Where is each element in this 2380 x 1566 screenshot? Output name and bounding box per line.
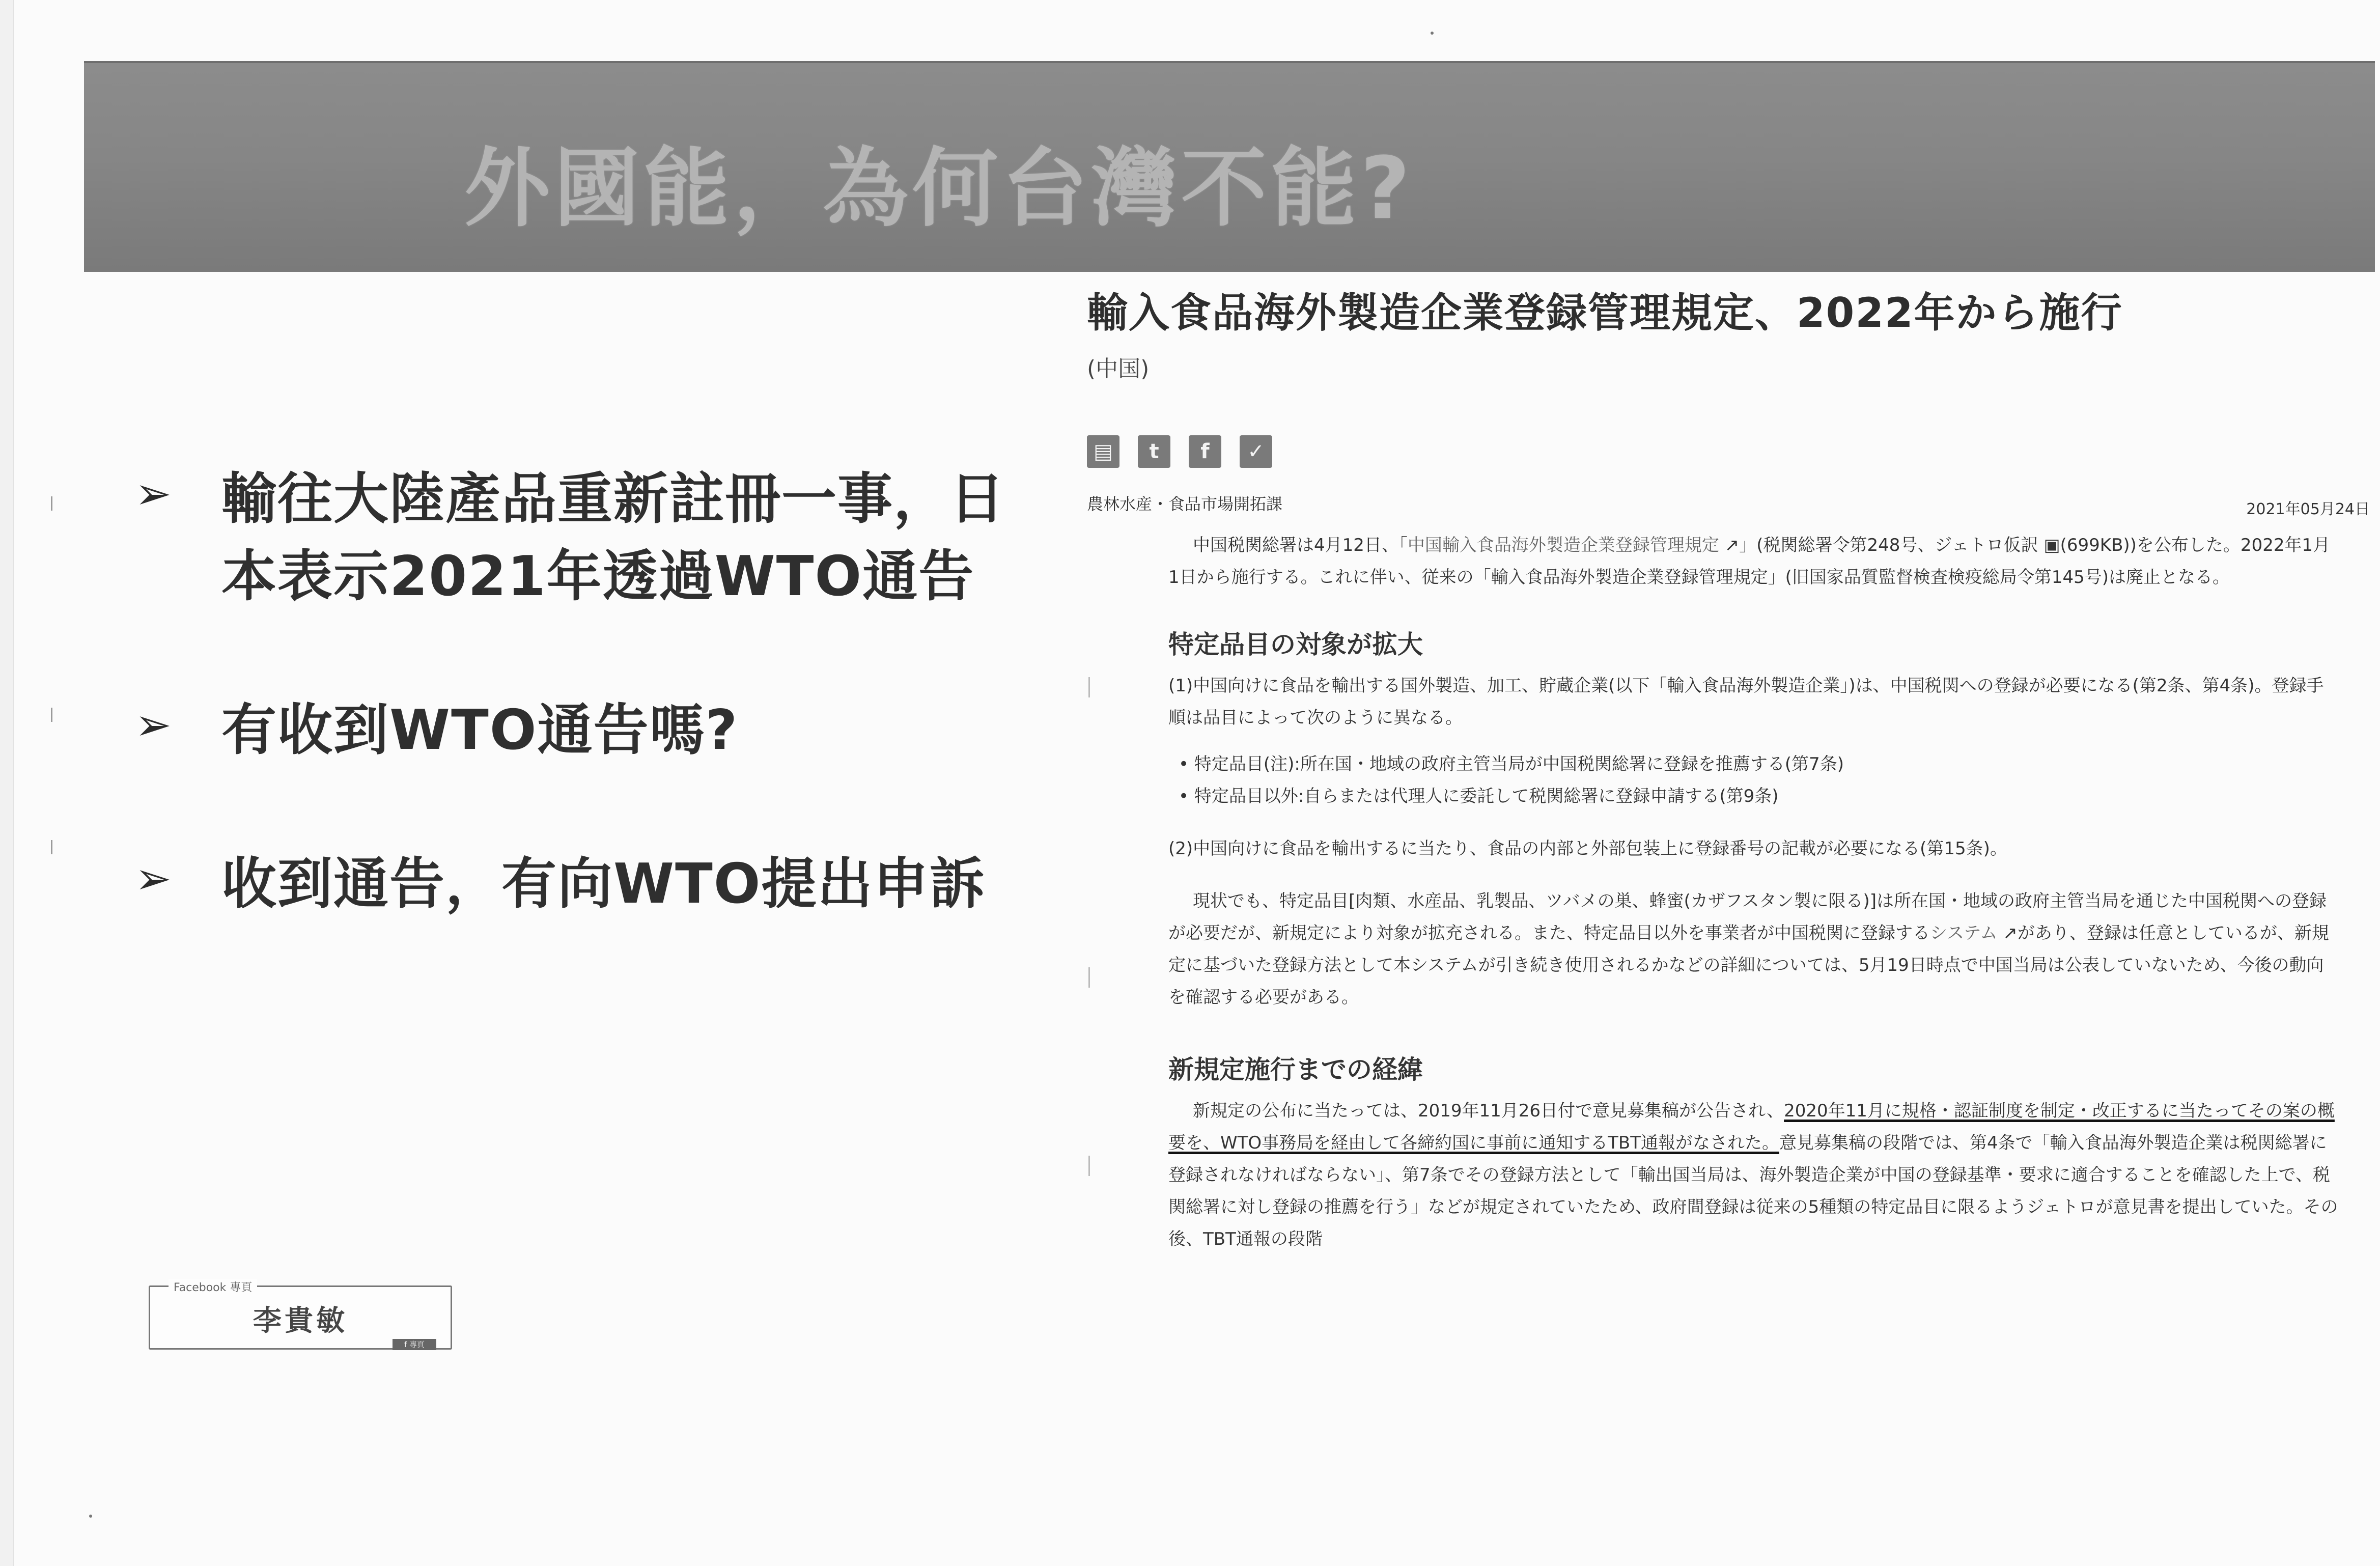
system-link[interactable]: システム bbox=[1930, 923, 1998, 943]
pdf-icon: ▣ bbox=[2038, 535, 2060, 555]
external-link-icon: ↗ bbox=[1719, 535, 1740, 555]
intro-text: (699KB))を公布した。2022年1月1日から施行する。これに伴い、従来の「輸入食品海外製造企業登録管理規定」(旧国家品質監督検査検疫総局令第145号)は廃止となる。 bbox=[1168, 535, 2331, 588]
signature-box bbox=[149, 1281, 452, 1350]
social-share-bar bbox=[1087, 435, 1272, 468]
section1-paragraph: (1)中国向けに食品を輸出する国外製造、加工、貯蔵企業(以下「輸入食品海外製造企業」)は、中国税関への登録が必要になる(第2条、第4条)。登録手順は品目によって次のように異なる。 bbox=[1168, 676, 2324, 728]
underlined-text: 2020年11月に規格・認証制度を制定・改正するに当たってその案の概要を、WTO事務局を経由して各締約国に事前に通知するTBT通報がなされた。 bbox=[1168, 1101, 2335, 1153]
arrow-bullet-icon: ➢ bbox=[135, 700, 172, 750]
scan-speck bbox=[1431, 32, 1434, 35]
intro-text: 」(税関総署令第248号、ジェトロ仮訳 bbox=[1739, 535, 2038, 555]
external-link-icon: ↗ bbox=[1997, 923, 2018, 943]
margin-mark bbox=[1088, 1156, 1090, 1176]
intro-paragraph bbox=[1168, 529, 2339, 594]
signature-header: Facebook 專頁 bbox=[169, 1279, 257, 1295]
paragraph-text: 現状でも、特定品目[肉類、水産品、乳製品、ツバメの巣、蜂蜜(カザフスタン製に限る)]は所在国・地域の政府主管当局を通じた中国税関への登録が必要だが、新規定により対象が拡充される。また、特定品目以外を事業者が中国税関に登録する bbox=[1168, 891, 2327, 943]
bullet-item bbox=[135, 692, 1041, 769]
bullet-text: 有收到WTO通告嗎? bbox=[221, 698, 739, 762]
facebook-icon[interactable]: f bbox=[1189, 435, 1221, 468]
facebook-badge: f 專頁 bbox=[393, 1339, 436, 1350]
bullet-item bbox=[135, 846, 1041, 923]
bullet-text: 收到通告，有向WTO提出申訴 bbox=[221, 852, 986, 916]
page-edge bbox=[0, 0, 14, 1566]
regulation-link[interactable]: 中国輸入食品海外製造企業登録管理規定 bbox=[1407, 535, 1719, 555]
arrow-bullet-icon: ➢ bbox=[135, 853, 172, 904]
article-date: 2021年05月24日 bbox=[2246, 500, 2370, 518]
margin-mark bbox=[51, 840, 52, 854]
article-region: (中国) bbox=[1087, 356, 1150, 382]
article-body bbox=[1168, 529, 2339, 1255]
banner-title: 外國能，為何台灣不能? bbox=[464, 138, 1414, 238]
margin-mark bbox=[51, 496, 52, 511]
bookmark-icon[interactable]: ✓ bbox=[1240, 435, 1272, 468]
bullet-dot-icon: • bbox=[1179, 786, 1194, 806]
list-item bbox=[1168, 780, 2339, 813]
bullet-dot-icon: • bbox=[1179, 754, 1194, 774]
article-department: 農林水産・食品市場開拓課 bbox=[1087, 494, 1283, 514]
section2-paragraph bbox=[1168, 1095, 2339, 1255]
signature-name: 李貴敏 bbox=[253, 1304, 348, 1337]
bullet-item bbox=[135, 461, 1041, 616]
intro-text: 中国税関総署は4月12日、「 bbox=[1193, 535, 1408, 555]
title-banner bbox=[84, 61, 2375, 272]
scan-speck bbox=[89, 1515, 92, 1518]
margin-mark bbox=[51, 708, 52, 722]
article-clipping bbox=[1087, 285, 2370, 1249]
bullet-list bbox=[135, 461, 1041, 999]
article-title: 輸入食品海外製造企業登録管理規定、2022年から施行 bbox=[1087, 289, 2123, 337]
list-item bbox=[1168, 748, 2339, 780]
bullet-text: 輸往大陸產品重新註冊一事，日本表示2021年透過WTO通告 bbox=[221, 467, 1006, 608]
section1-paragraph: (2)中国向けに食品を輸出するに当たり、食品の内部と外部包装上に登録番号の記載が必要になる(第15条)。 bbox=[1168, 838, 2007, 859]
margin-mark bbox=[1088, 677, 1090, 697]
section-heading: 新規定施行までの経緯 bbox=[1168, 1055, 1423, 1084]
section1-paragraph bbox=[1168, 885, 2339, 1014]
paragraph-text: があり、登録は任意としているが、新規定に基づいた登録方法として本システムが引き続き使用されるかなどの詳細については、5月19日時点で中国当局は公表していないため、今後の動向を確認する必要がある。 bbox=[1168, 923, 2329, 1008]
twitter-icon[interactable]: t bbox=[1138, 435, 1170, 468]
margin-mark bbox=[1088, 967, 1090, 988]
arrow-bullet-icon: ➢ bbox=[135, 468, 172, 519]
print-icon[interactable]: ▤ bbox=[1087, 435, 1119, 468]
list-item-text: 特定品目以外:自らまたは代理人に委託して税関総署に登録申請する(第9条) bbox=[1194, 786, 1779, 806]
section-heading: 特定品目の対象が拡大 bbox=[1168, 630, 1423, 659]
paragraph-text: 新規定の公布に当たっては、2019年11月26日付で意見募集稿が公告され、 bbox=[1193, 1101, 1784, 1121]
paragraph-text: 意見募集稿の段階では、第4条で「輸入食品海外製造企業は税関総署に登録されなければならない」、第7条でその登録方法として「輸出国当局は、海外製造企業が中国の登録基準・要求に適合することを確認した上で、税関総署に対し登録の推薦を行う」などが規定されていたため、政府間登録は従来の5種類の特定品目に限るようジェトロが意見書を提出していた。その後、TBT通報の段階 bbox=[1168, 1133, 2338, 1249]
list-item-text: 特定品目(注):所在国・地域の政府主管当局が中国税関総署に登録を推薦する(第7条) bbox=[1194, 754, 1844, 774]
